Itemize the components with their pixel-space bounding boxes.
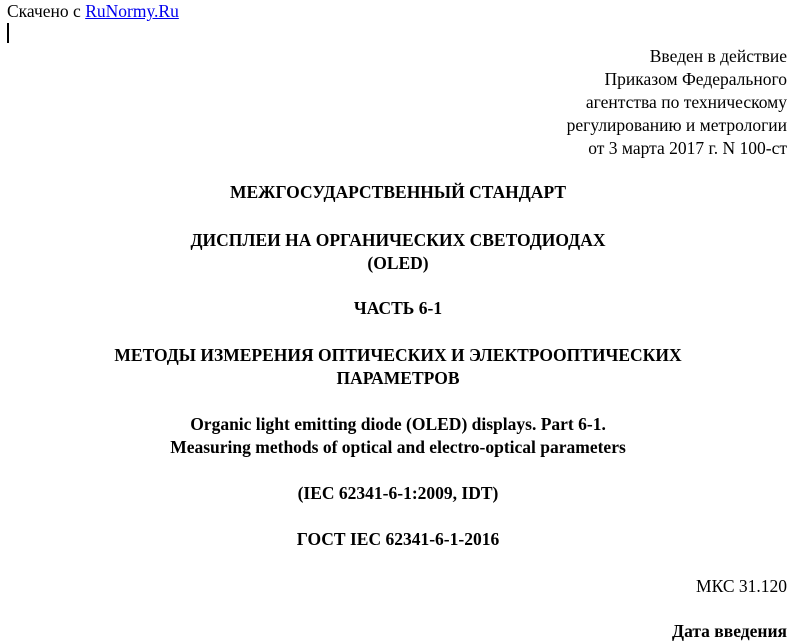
gost-number: ГОСТ IEC 62341-6-1-2016	[296, 529, 500, 549]
standard-part: ЧАСТЬ 6-1	[353, 298, 443, 318]
approval-line-4: регулированию и метрологии	[566, 115, 787, 135]
approval-line-5: от 3 марта 2017 г. N 100-ст	[588, 138, 787, 158]
english-line-1: Organic light emitting diode (OLED) displays. Part 6-1.	[190, 414, 606, 434]
download-prefix: Скачено с	[7, 1, 81, 21]
standard-type: МЕЖГОСУДАРСТВЕННЫЙ СТАНДАРТ	[229, 182, 567, 202]
download-source-line	[7, 0, 179, 23]
introduction-date-label: Дата введения	[672, 621, 787, 641]
approval-line-2: Приказом Федерального	[604, 69, 787, 89]
runormy-link[interactable]: RuNormy.Ru	[85, 1, 179, 21]
title-line-1: ДИСПЛЕИ НА ОРГАНИЧЕСКИХ СВЕТОДИОДАХ	[190, 230, 606, 250]
english-title	[0, 413, 790, 459]
subtitle-line-2: ПАРАМЕТРОВ	[336, 368, 460, 388]
standard-title	[0, 229, 790, 275]
subtitle-line-1: МЕТОДЫ ИЗМЕРЕНИЯ ОПТИЧЕСКИХ И ЭЛЕКТРООПТИЧЕСКИХ	[114, 345, 682, 365]
iec-reference: (IEC 62341-6-1:2009, IDT)	[297, 483, 499, 503]
approval-block	[567, 45, 787, 160]
mks-code: МКС 31.120	[696, 576, 787, 596]
text-cursor	[7, 23, 9, 43]
approval-line-1: Введен в действие	[649, 46, 787, 66]
standard-subtitle	[0, 344, 790, 390]
title-line-2: (OLED)	[367, 253, 429, 273]
approval-line-3: агентства по техническому	[585, 92, 787, 112]
english-line-2: Measuring methods of optical and electro-optical parameters	[170, 437, 626, 457]
